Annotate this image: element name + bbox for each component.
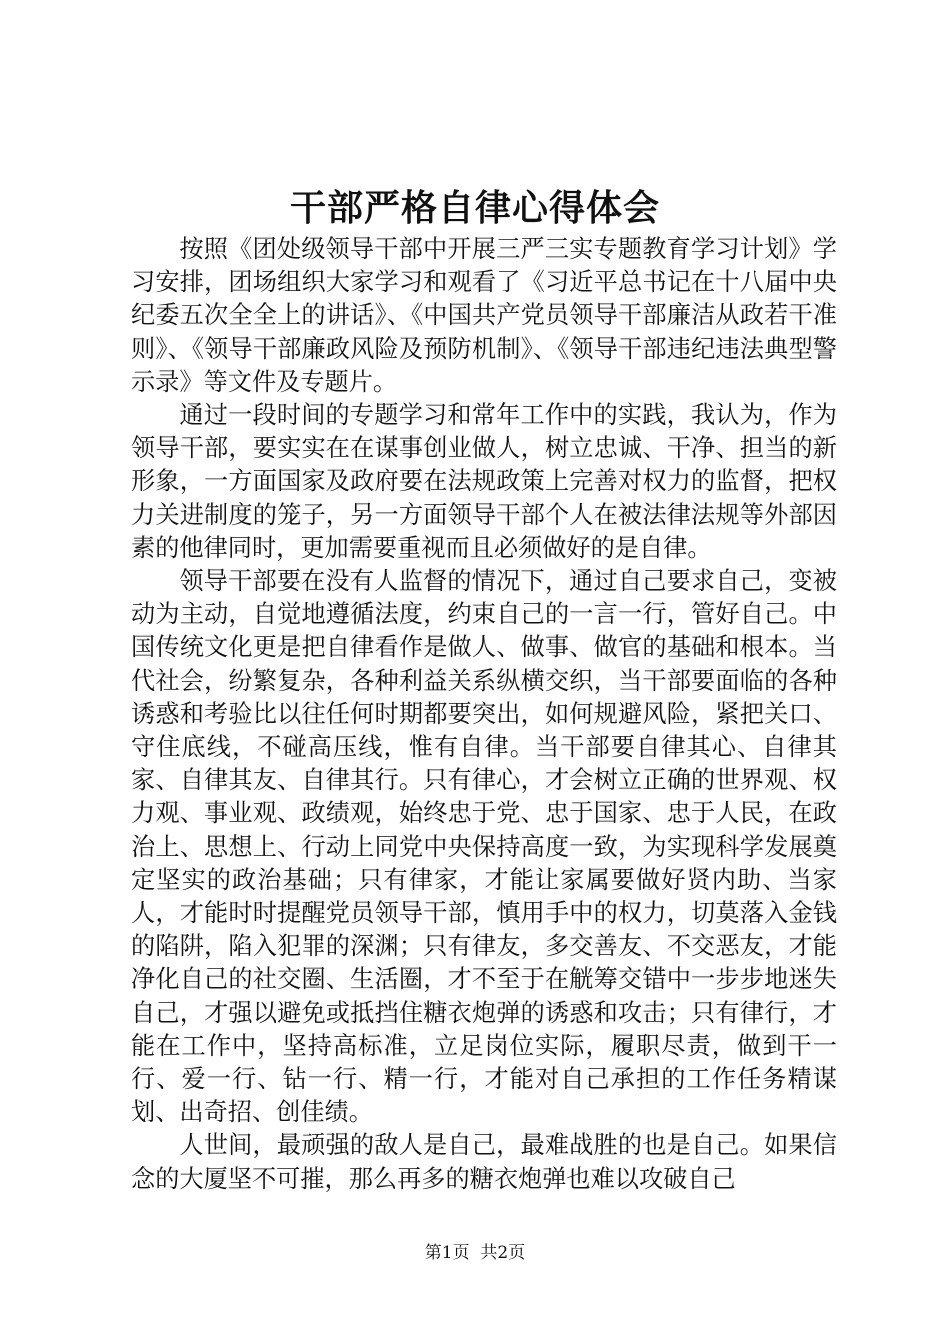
paragraph: 通过一段时间的专题学习和常年工作中的实践，我认为，作为领导干部，要实实在在谋事创业做人，树立忠诚、干净、担当的新形象，一方面国家及政府要在法规政策上完善对权力的监督，把权力关进制度的笼子，另一方面领导干部个人在被法律法规等外部因素的他律同时，更加需要重视而且必须做好的是自律。 <box>131 401 837 562</box>
document-body <box>131 233 837 1196</box>
paragraph: 按照《团处级领导干部中开展三严三实专题教育学习计划》学习安排，团场组织大家学习和观看了《习近平总书记在十八届中央纪委五次全全上的讲话》、《中国共产党员领导干部廉洁从政若干准则》、《领导干部廉政风险及预防机制》、《领导干部违纪违法典型警示录》等文件及专题片。 <box>131 235 837 396</box>
page-total: 共2页 <box>480 1243 526 1263</box>
document-title: 干部严格自律心得体会 <box>289 188 660 229</box>
paragraph: 人世间，最顽强的敌人是自己，最难战胜的也是自己。如果信念的大厦坚不可摧，那么再多的糖衣炮弹也难以攻破自己 <box>131 1131 837 1193</box>
page-number: 第1页 <box>424 1243 470 1263</box>
page-footer <box>0 1241 950 1265</box>
paragraph: 领导干部要在没有人监督的情况下，通过自己要求自己，变被动为主动，自觉地遵循法度，约束自己的一言一行，管好自己。中国传统文化更是把自律看作是做人、做事、做官的基础和根本。当代社会，纷繁复杂，各种利益关系纵横交织，当干部要面临的各种诱惑和考验比以往任何时期都要突出，如何规避风险，紧把关口、守住底线，不碰高压线，惟有自律。当干部要自律其心、自律其家、自律其友、自律其行。只有律心，才会树立正确的世界观、权力观、事业观、政绩观，始终忠于党、忠于国家、忠于人民，在政治上、思想上、行动上同党中央保持高度一致，为实现科学发展奠定坚实的政治基础；只有律家，才能让家属要做好贤内助、当家人，才能时时提醒党员领导干部，慎用手中的权力，切莫落入金钱的陷阱，陷入犯罪的深渊；只有律友，多交善友、不交恶友，才能净化自己的社交圈、生活圈，才不至于在觥筹交错中一步步地迷失自己，才强以避免或抵挡住糖衣炮弹的诱惑和攻击；只有律行，才能在工作中，坚持高标准，立足岗位实际，履职尽责，做到干一行、爱一行、钻一行、精一行，才能对自己承担的工作任务精谋划、出奇招、创佳绩。 <box>131 567 837 1127</box>
